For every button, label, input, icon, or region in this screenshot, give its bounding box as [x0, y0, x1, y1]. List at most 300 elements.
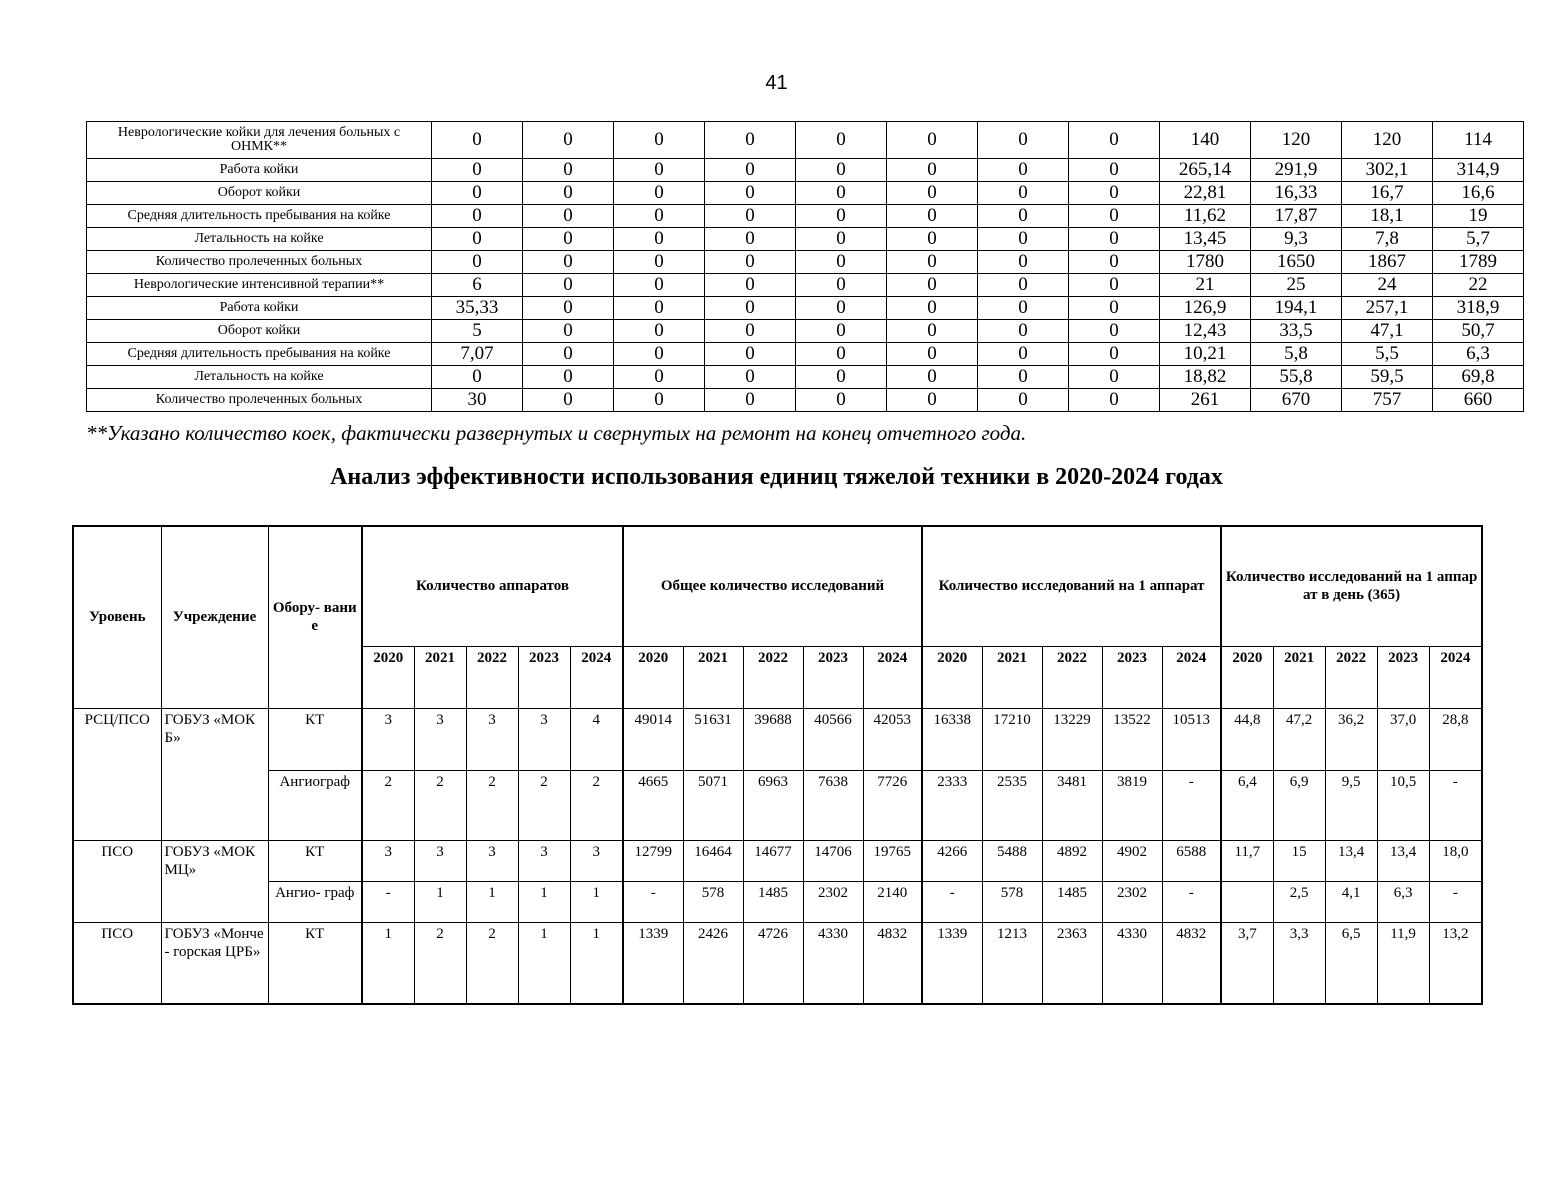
table-cell: 3819: [1102, 770, 1162, 840]
year-header: 2023: [518, 646, 570, 708]
year-header: 2021: [414, 646, 466, 708]
table-cell: 35,33: [432, 297, 523, 320]
table-cell: 5,8: [1251, 343, 1342, 366]
table-row: [73, 770, 1482, 840]
table-cell: 0: [705, 366, 796, 389]
level-cell: РСЦ/ПСО: [73, 708, 161, 840]
table-cell: 757: [1342, 389, 1433, 412]
table-cell: 6,5: [1325, 922, 1377, 1004]
table-cell: 1: [414, 881, 466, 922]
table-cell: 18,0: [1429, 840, 1482, 881]
table-cell: 2: [518, 770, 570, 840]
table-cell: 0: [978, 159, 1069, 182]
table-cell: 39688: [743, 708, 803, 770]
year-header: 2022: [743, 646, 803, 708]
table-cell: 0: [887, 122, 978, 159]
table-cell: 0: [614, 389, 705, 412]
table-cell: 1: [466, 881, 518, 922]
table-cell: 2: [466, 922, 518, 1004]
table-cell: 1213: [982, 922, 1042, 1004]
year-header: 2022: [466, 646, 518, 708]
table-cell: -: [1429, 770, 1482, 840]
year-header: 2023: [1377, 646, 1429, 708]
table-cell: 3: [570, 840, 623, 881]
table-cell: 22: [1433, 274, 1524, 297]
table-cell: -: [623, 881, 683, 922]
table-cell: 47,1: [1342, 320, 1433, 343]
row-label: Работа койки: [87, 297, 432, 320]
table-cell: 1780: [1160, 251, 1251, 274]
table-cell: 14706: [803, 840, 863, 881]
table-row: [87, 122, 1524, 159]
table-cell: 0: [978, 320, 1069, 343]
table-cell: 16,7: [1342, 182, 1433, 205]
table-row: [87, 159, 1524, 182]
table-cell: 40566: [803, 708, 863, 770]
institution-cell: ГОБУЗ «Монче- горская ЦРБ»: [161, 922, 268, 1004]
table-cell: 0: [523, 366, 614, 389]
table-cell: 0: [796, 159, 887, 182]
table-cell: 69,8: [1433, 366, 1524, 389]
table-cell: 0: [978, 205, 1069, 228]
table-row: [87, 297, 1524, 320]
table-cell: 7726: [863, 770, 922, 840]
table-cell: 4665: [623, 770, 683, 840]
table-cell: 13,45: [1160, 228, 1251, 251]
table-cell: 5,5: [1342, 343, 1433, 366]
table-cell: 4726: [743, 922, 803, 1004]
table-cell: 670: [1251, 389, 1342, 412]
table-cell: 265,14: [1160, 159, 1251, 182]
institution-cell: ГОБУЗ «МОКБ»: [161, 708, 268, 840]
table-cell: 14677: [743, 840, 803, 881]
year-header: 2021: [982, 646, 1042, 708]
table-cell: 4330: [1102, 922, 1162, 1004]
table-cell: 2302: [803, 881, 863, 922]
table-cell: 10,5: [1377, 770, 1429, 840]
table-cell: 33,5: [1251, 320, 1342, 343]
table-cell: 6,3: [1433, 343, 1524, 366]
table-cell: 314,9: [1433, 159, 1524, 182]
table-cell: 5488: [982, 840, 1042, 881]
table-cell: 1650: [1251, 251, 1342, 274]
table-cell: 2,5: [1273, 881, 1325, 922]
table-cell: 0: [705, 343, 796, 366]
table-cell: 3: [414, 840, 466, 881]
table-cell: 0: [705, 297, 796, 320]
table-cell: 2: [466, 770, 518, 840]
table-cell: 3: [518, 840, 570, 881]
table-cell: 12,43: [1160, 320, 1251, 343]
table-cell: 0: [614, 122, 705, 159]
table-cell: 1339: [922, 922, 982, 1004]
table-cell: 18,82: [1160, 366, 1251, 389]
table-cell: 2: [414, 770, 466, 840]
table-cell: 0: [887, 274, 978, 297]
table-cell: 13,4: [1325, 840, 1377, 881]
table-cell: 0: [1069, 343, 1160, 366]
table-cell: 114: [1433, 122, 1524, 159]
table-row: [73, 881, 1482, 922]
table-cell: 51631: [683, 708, 743, 770]
table-cell: 16464: [683, 840, 743, 881]
table-cell: 7,07: [432, 343, 523, 366]
table-cell: 7638: [803, 770, 863, 840]
heavy-equipment-table: [72, 525, 1483, 1005]
table-cell: 0: [1069, 389, 1160, 412]
table-cell: 2302: [1102, 881, 1162, 922]
table-row: [87, 320, 1524, 343]
table-cell: 13,4: [1377, 840, 1429, 881]
table-cell: 13229: [1042, 708, 1102, 770]
row-label: Летальность на койке: [87, 366, 432, 389]
year-header: 2024: [863, 646, 922, 708]
table-cell: 4,1: [1325, 881, 1377, 922]
table-cell: 194,1: [1251, 297, 1342, 320]
table-cell: 4330: [803, 922, 863, 1004]
table-cell: 0: [614, 182, 705, 205]
table-row: [87, 228, 1524, 251]
table-row: [73, 708, 1482, 770]
table-row: [87, 274, 1524, 297]
table-cell: 4892: [1042, 840, 1102, 881]
year-header: 2020: [1221, 646, 1273, 708]
table-cell: 18,1: [1342, 205, 1433, 228]
table-cell: 1: [570, 922, 623, 1004]
table-cell: 0: [1069, 205, 1160, 228]
table-cell: 0: [796, 274, 887, 297]
table-cell: 21: [1160, 274, 1251, 297]
table-cell: 3: [518, 708, 570, 770]
table-cell: 0: [887, 159, 978, 182]
table-cell: 9,3: [1251, 228, 1342, 251]
table-cell: 0: [796, 297, 887, 320]
table-cell: 0: [432, 228, 523, 251]
table-cell: 0: [978, 228, 1069, 251]
table-cell: 0: [796, 389, 887, 412]
table-row: [87, 389, 1524, 412]
table-cell: 0: [705, 251, 796, 274]
table-cell: 0: [796, 320, 887, 343]
table-cell: 25: [1251, 274, 1342, 297]
table-row: [87, 182, 1524, 205]
table-cell: 0: [1069, 182, 1160, 205]
table-cell: [1221, 881, 1273, 922]
table-cell: 0: [887, 182, 978, 205]
table-cell: 0: [796, 366, 887, 389]
table-cell: -: [362, 881, 414, 922]
table-cell: 0: [523, 320, 614, 343]
table-cell: 4832: [1162, 922, 1221, 1004]
header-equipment: Обору- вание: [268, 526, 362, 708]
table-cell: 55,8: [1251, 366, 1342, 389]
table-cell: 0: [432, 122, 523, 159]
year-header: 2022: [1042, 646, 1102, 708]
year-header: 2020: [623, 646, 683, 708]
row-label: Неврологические интенсивной терапии**: [87, 274, 432, 297]
table-cell: 140: [1160, 122, 1251, 159]
table-cell: 5071: [683, 770, 743, 840]
table-cell: 2426: [683, 922, 743, 1004]
table-cell: 1: [570, 881, 623, 922]
table-cell: 5,7: [1433, 228, 1524, 251]
table-cell: 0: [978, 182, 1069, 205]
table-cell: 10,21: [1160, 343, 1251, 366]
table-cell: 2363: [1042, 922, 1102, 1004]
table-cell: 0: [705, 122, 796, 159]
table-cell: 0: [796, 122, 887, 159]
table-cell: 0: [978, 297, 1069, 320]
header-devices: Количество аппаратов: [362, 526, 623, 646]
header-level: Уровень: [73, 526, 161, 708]
table-row: [73, 840, 1482, 881]
table-cell: 0: [1069, 122, 1160, 159]
table-cell: 0: [796, 343, 887, 366]
row-label: Оборот койки: [87, 182, 432, 205]
table-cell: 50,7: [1433, 320, 1524, 343]
table-cell: 0: [523, 251, 614, 274]
table-cell: 13522: [1102, 708, 1162, 770]
table-cell: 0: [432, 205, 523, 228]
table-cell: 0: [1069, 228, 1160, 251]
header-institution: Учреждение: [161, 526, 268, 708]
table-cell: 4266: [922, 840, 982, 881]
row-label: Оборот койки: [87, 320, 432, 343]
table-cell: 2535: [982, 770, 1042, 840]
table-cell: 3: [414, 708, 466, 770]
table-cell: 0: [614, 343, 705, 366]
table-cell: 0: [523, 159, 614, 182]
equipment-cell: КТ: [268, 840, 362, 881]
table-cell: 660: [1433, 389, 1524, 412]
table-cell: 0: [1069, 274, 1160, 297]
table-cell: 0: [523, 389, 614, 412]
table-cell: 0: [1069, 320, 1160, 343]
table-cell: 0: [887, 251, 978, 274]
table-cell: 3: [362, 708, 414, 770]
table-cell: 16338: [922, 708, 982, 770]
row-label: Работа койки: [87, 159, 432, 182]
table-cell: 0: [796, 251, 887, 274]
equipment-cell: КТ: [268, 922, 362, 1004]
row-label: Количество пролеченных больных: [87, 389, 432, 412]
table-cell: 13,2: [1429, 922, 1482, 1004]
table-row: [87, 205, 1524, 228]
table-cell: 1789: [1433, 251, 1524, 274]
table-cell: 0: [523, 205, 614, 228]
header-per_device: Количество исследований на 1 аппарат: [922, 526, 1221, 646]
equipment-cell: Ангиограф: [268, 770, 362, 840]
year-header: 2021: [683, 646, 743, 708]
table-cell: 0: [978, 122, 1069, 159]
table-cell: 36,2: [1325, 708, 1377, 770]
table-cell: 0: [796, 228, 887, 251]
table-cell: 0: [978, 343, 1069, 366]
table-cell: 0: [887, 297, 978, 320]
table-cell: 0: [432, 159, 523, 182]
table-cell: 11,62: [1160, 205, 1251, 228]
table-cell: 3,3: [1273, 922, 1325, 1004]
table-cell: 11,9: [1377, 922, 1429, 1004]
header-row: [73, 526, 1482, 646]
row-label: Средняя длительность пребывания на койке: [87, 343, 432, 366]
table-cell: 5: [432, 320, 523, 343]
table-cell: 0: [705, 205, 796, 228]
table-cell: 0: [523, 122, 614, 159]
table-cell: 0: [887, 366, 978, 389]
table-cell: 0: [978, 274, 1069, 297]
table-cell: 6963: [743, 770, 803, 840]
table-cell: 302,1: [1342, 159, 1433, 182]
row-label: Летальность на койке: [87, 228, 432, 251]
table-cell: -: [1162, 881, 1221, 922]
table-cell: 6,3: [1377, 881, 1429, 922]
table-cell: 318,9: [1433, 297, 1524, 320]
year-header: 2020: [362, 646, 414, 708]
table-cell: -: [1162, 770, 1221, 840]
table-cell: 0: [796, 205, 887, 228]
table-cell: 10513: [1162, 708, 1221, 770]
table-cell: 2: [414, 922, 466, 1004]
table-cell: 6,9: [1273, 770, 1325, 840]
table-cell: 0: [523, 228, 614, 251]
table-cell: 12799: [623, 840, 683, 881]
table-cell: 0: [978, 389, 1069, 412]
year-header: 2023: [1102, 646, 1162, 708]
table-cell: 16,6: [1433, 182, 1524, 205]
table-cell: 0: [705, 159, 796, 182]
table-cell: 44,8: [1221, 708, 1273, 770]
table-cell: 1867: [1342, 251, 1433, 274]
table-cell: 0: [523, 297, 614, 320]
footnote: **Указано количество коек, фактически развернутых и свернутых на ремонт на конец отчетного года.: [86, 421, 1027, 445]
table-cell: 9,5: [1325, 770, 1377, 840]
section-title: Анализ эффективности использования единиц тяжелой техники в 2020-2024 годах: [330, 464, 1223, 490]
table-cell: 1: [518, 881, 570, 922]
table-cell: 17,87: [1251, 205, 1342, 228]
table-cell: 578: [982, 881, 1042, 922]
table-cell: 4902: [1102, 840, 1162, 881]
table-cell: 0: [887, 320, 978, 343]
table-cell: 11,7: [1221, 840, 1273, 881]
table-cell: 0: [887, 389, 978, 412]
table-cell: 120: [1342, 122, 1433, 159]
table-cell: 0: [887, 205, 978, 228]
table-cell: 0: [523, 182, 614, 205]
year-header: 2024: [570, 646, 623, 708]
equipment-cell: Ангио- граф: [268, 881, 362, 922]
table-cell: 0: [705, 274, 796, 297]
table-cell: 17210: [982, 708, 1042, 770]
table-cell: 2140: [863, 881, 922, 922]
table-cell: 126,9: [1160, 297, 1251, 320]
table-cell: 0: [796, 182, 887, 205]
table-cell: 0: [705, 182, 796, 205]
year-header: 2020: [922, 646, 982, 708]
table-cell: 6,4: [1221, 770, 1273, 840]
table-cell: 0: [432, 366, 523, 389]
table-cell: 261: [1160, 389, 1251, 412]
table-cell: 4: [570, 708, 623, 770]
table-cell: -: [922, 881, 982, 922]
table-cell: 30: [432, 389, 523, 412]
table-cell: 1485: [743, 881, 803, 922]
table-cell: 4832: [863, 922, 922, 1004]
table-cell: 0: [978, 251, 1069, 274]
table-cell: 578: [683, 881, 743, 922]
header-per_day: Количество исследований на 1 аппарат в день (365): [1221, 526, 1482, 646]
level-cell: ПСО: [73, 840, 161, 922]
table-cell: 0: [432, 182, 523, 205]
table-cell: 257,1: [1342, 297, 1433, 320]
bed-stats-table: [86, 121, 1524, 412]
row-label: Средняя длительность пребывания на койке: [87, 205, 432, 228]
table-cell: 0: [432, 251, 523, 274]
table-cell: 0: [705, 228, 796, 251]
table-cell: 0: [614, 251, 705, 274]
table-cell: 0: [614, 228, 705, 251]
table-row: [87, 251, 1524, 274]
table-cell: 3: [466, 840, 518, 881]
table-cell: 47,2: [1273, 708, 1325, 770]
table-cell: 3: [466, 708, 518, 770]
table-cell: 42053: [863, 708, 922, 770]
table-cell: 0: [614, 205, 705, 228]
table-cell: 2: [570, 770, 623, 840]
table-cell: 0: [614, 159, 705, 182]
table-cell: 0: [614, 297, 705, 320]
table-cell: 19765: [863, 840, 922, 881]
table-cell: 3481: [1042, 770, 1102, 840]
year-header: 2021: [1273, 646, 1325, 708]
table-cell: 0: [705, 320, 796, 343]
table-cell: 2333: [922, 770, 982, 840]
row-label: Неврологические койки для лечения больных с ОНМК**: [87, 122, 432, 159]
table-cell: 3: [362, 840, 414, 881]
page-number: 41: [765, 72, 788, 94]
year-header: 2023: [803, 646, 863, 708]
table-cell: 0: [887, 228, 978, 251]
table-cell: 3,7: [1221, 922, 1273, 1004]
table-cell: 22,81: [1160, 182, 1251, 205]
table-cell: 0: [887, 343, 978, 366]
table-cell: 291,9: [1251, 159, 1342, 182]
table-cell: 59,5: [1342, 366, 1433, 389]
table-cell: 1: [518, 922, 570, 1004]
table-cell: 24: [1342, 274, 1433, 297]
table-cell: 0: [1069, 159, 1160, 182]
table-cell: 6588: [1162, 840, 1221, 881]
equipment-cell: КТ: [268, 708, 362, 770]
table-cell: 1339: [623, 922, 683, 1004]
table-cell: 120: [1251, 122, 1342, 159]
year-header: 2022: [1325, 646, 1377, 708]
table-cell: -: [1429, 881, 1482, 922]
table-row: [73, 922, 1482, 1004]
table-cell: 1: [362, 922, 414, 1004]
table-row: [87, 366, 1524, 389]
table-cell: 37,0: [1377, 708, 1429, 770]
table-cell: 0: [523, 343, 614, 366]
table-cell: 7,8: [1342, 228, 1433, 251]
table-cell: 0: [1069, 251, 1160, 274]
year-header: 2024: [1162, 646, 1221, 708]
table-cell: 0: [614, 274, 705, 297]
level-cell: ПСО: [73, 922, 161, 1004]
table-cell: 19: [1433, 205, 1524, 228]
table-cell: 15: [1273, 840, 1325, 881]
header-total: Общее количество исследований: [623, 526, 922, 646]
